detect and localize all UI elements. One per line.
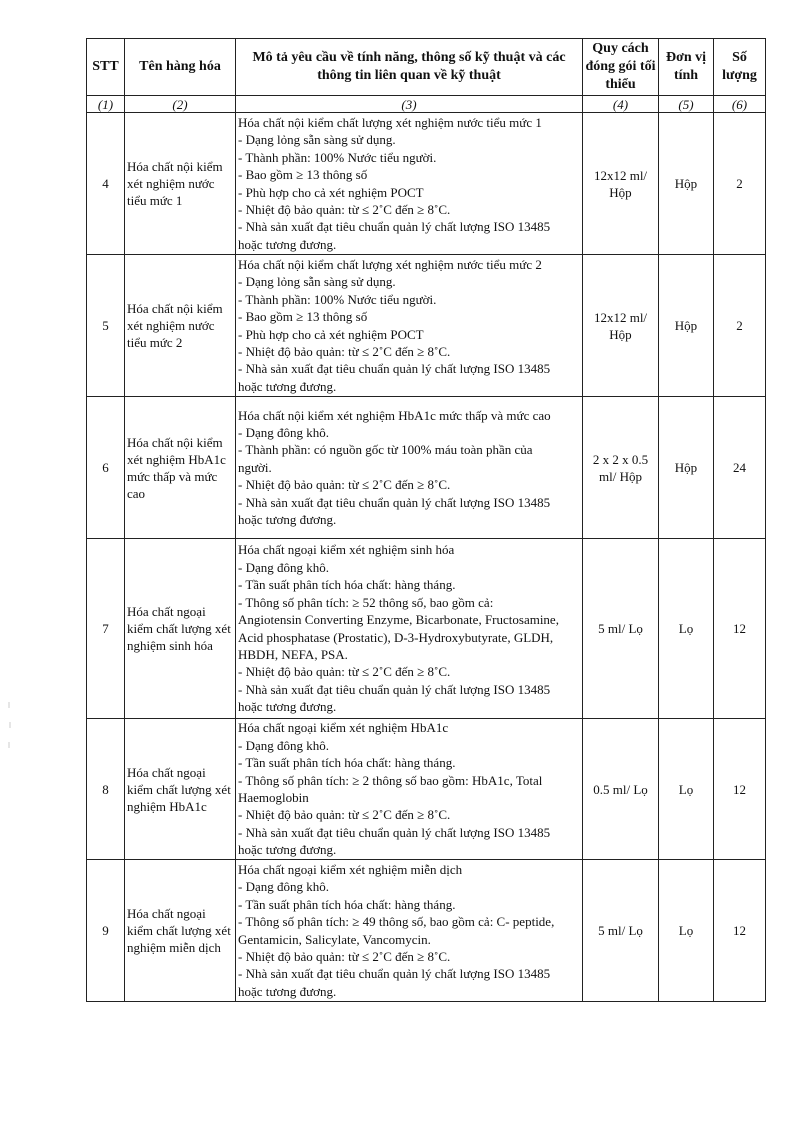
description-line: - Dạng đông khô. xyxy=(238,879,329,895)
header-stt: STT xyxy=(87,39,125,96)
row-unit: Lọ xyxy=(659,719,714,860)
description-line: - Dạng đông khô. xyxy=(238,737,329,753)
header-unit: Đơn vị tính xyxy=(659,39,714,96)
row-description xyxy=(236,860,583,1002)
description-line: - Thành phần: có nguồn gốc từ 100% máu toàn phần của xyxy=(238,442,533,458)
row-packaging: 12x12 ml/ Hộp xyxy=(583,255,659,397)
row-description xyxy=(236,397,583,539)
row-quantity: 2 xyxy=(714,113,766,255)
row-quantity: 12 xyxy=(714,719,766,860)
row-stt: 4 xyxy=(87,113,125,255)
row-packaging: 0.5 ml/ Lọ xyxy=(583,719,659,860)
header-desc: Mô tả yêu cầu về tính năng, thông số kỹ thuật và các thông tin liên quan về kỹ thuật xyxy=(236,39,583,96)
column-index: (2) xyxy=(125,96,236,113)
row-unit: Hộp xyxy=(659,255,714,397)
row-packaging: 12x12 ml/ Hộp xyxy=(583,113,659,255)
description-line: - Nhà sản xuất đạt tiêu chuẩn quản lý chất lượng ISO 13485 xyxy=(238,824,551,840)
description-line: Haemoglobin xyxy=(238,790,309,805)
column-index: (5) xyxy=(659,96,714,113)
row-unit: Hộp xyxy=(659,397,714,539)
row-description xyxy=(236,539,583,719)
description-line: Hóa chất ngoại kiểm xét nghiệm HbA1c xyxy=(238,720,449,736)
description-line: HBDH, NEFA, PSA. xyxy=(238,646,348,662)
row-stt: 8 xyxy=(87,719,125,860)
description-line: Hóa chất nội kiểm xét nghiệm HbA1c mức thấp và mức cao xyxy=(238,407,551,423)
description-line: - Nhiệt độ bảo quản: từ ≤ 2˚C đến ≥ 8˚C. xyxy=(238,201,451,217)
table-row xyxy=(87,397,766,539)
row-packaging: 5 ml/ Lọ xyxy=(583,860,659,1002)
description-line: Gentamicin, Salicylate, Vancomycin. xyxy=(238,931,431,947)
description-line: - Phù hợp cho cả xét nghiệm POCT xyxy=(238,184,424,200)
row-stt: 6 xyxy=(87,397,125,539)
description-line: - Nhiệt độ bảo quản: từ ≤ 2˚C đến ≥ 8˚C. xyxy=(238,807,451,823)
description-line: - Thông số phân tích: ≥ 49 thông số, bao gồm cả: C- peptide, xyxy=(238,914,555,930)
description-line: - Nhà sản xuất đạt tiêu chuẩn quản lý chất lượng ISO 13485 xyxy=(238,494,551,510)
description-line: - Tần suất phân tích hóa chất: hàng tháng. xyxy=(238,577,456,593)
description-line: - Nhà sản xuất đạt tiêu chuẩn quản lý chất lượng ISO 13485 xyxy=(238,361,551,377)
column-index: (1) xyxy=(87,96,125,113)
table-row xyxy=(87,860,766,1002)
row-product-name: Hóa chất ngoại kiểm chất lượng xét nghiệm sinh hóa xyxy=(125,539,236,719)
row-stt: 5 xyxy=(87,255,125,397)
description-line: Hóa chất nội kiểm chất lượng xét nghiệm nước tiểu mức 2 xyxy=(238,256,542,272)
description-line: người. xyxy=(238,459,272,475)
column-index: (6) xyxy=(714,96,766,113)
row-product-name: Hóa chất nội kiểm xét nghiệm nước tiểu mức 2 xyxy=(125,255,236,397)
header-name: Tên hàng hóa xyxy=(125,39,236,96)
description-line: - Nhà sản xuất đạt tiêu chuẩn quản lý chất lượng ISO 13485 xyxy=(238,681,551,697)
scan-artifact xyxy=(4,700,14,760)
column-index-row xyxy=(87,96,766,113)
description-line: - Nhà sản xuất đạt tiêu chuẩn quản lý chất lượng ISO 13485 xyxy=(238,219,551,235)
table-row xyxy=(87,113,766,255)
row-stt: 7 xyxy=(87,539,125,719)
description-line: Hóa chất ngoại kiểm xét nghiệm sinh hóa xyxy=(238,542,455,558)
row-product-name: Hóa chất ngoại kiểm chất lượng xét nghiệm miễn dịch xyxy=(125,860,236,1002)
description-line: - Dạng lỏng sẵn sàng sử dụng. xyxy=(238,132,396,148)
row-product-name: Hóa chất ngoại kiểm chất lượng xét nghiệm HbA1c xyxy=(125,719,236,860)
description-line: hoặc tương đương. xyxy=(238,236,337,252)
description-line: - Tần suất phân tích hóa chất: hàng tháng. xyxy=(238,896,456,912)
table-row xyxy=(87,255,766,397)
description-line: Acid phosphatase (Prostatic), D-3-Hydroxybutyrate, GLDH, xyxy=(238,629,554,645)
description-line: - Thành phần: 100% Nước tiểu người. xyxy=(238,149,437,165)
row-description xyxy=(236,255,583,397)
header-qty: Số lượng xyxy=(714,39,766,96)
description-line: - Nhiệt độ bảo quản: từ ≤ 2˚C đến ≥ 8˚C. xyxy=(238,664,451,680)
row-quantity: 24 xyxy=(714,397,766,539)
header-pack: Quy cách đóng gói tối thiểu xyxy=(583,39,659,96)
description-line: hoặc tương đương. xyxy=(238,699,337,715)
description-line: hoặc tương đương. xyxy=(238,983,337,999)
description-line: - Tần suất phân tích hóa chất: hàng tháng. xyxy=(238,755,456,771)
row-description xyxy=(236,113,583,255)
description-line: - Dạng đông khô. xyxy=(238,424,329,440)
description-line: - Phù hợp cho cả xét nghiệm POCT xyxy=(238,326,424,342)
row-packaging: 2 x 2 x 0.5 ml/ Hộp xyxy=(583,397,659,539)
row-unit: Lọ xyxy=(659,860,714,1002)
row-stt: 9 xyxy=(87,860,125,1002)
description-line: - Dạng lỏng sẵn sàng sử dụng. xyxy=(238,274,396,290)
description-line: - Dạng đông khô. xyxy=(238,559,329,575)
description-line: - Thành phần: 100% Nước tiểu người. xyxy=(238,291,437,307)
row-quantity: 12 xyxy=(714,860,766,1002)
column-index: (4) xyxy=(583,96,659,113)
row-packaging: 5 ml/ Lọ xyxy=(583,539,659,719)
description-line: - Bao gồm ≥ 13 thông số xyxy=(238,167,368,183)
description-line: - Thông số phân tích: ≥ 2 thông số bao gồm: HbA1c, Total xyxy=(238,772,543,788)
description-line: hoặc tương đương. xyxy=(238,512,337,528)
description-line: Angiotensin Converting Enzyme, Bicarbonate, Fructosamine, xyxy=(238,612,559,628)
row-quantity: 12 xyxy=(714,539,766,719)
description-line: hoặc tương đương. xyxy=(238,378,337,394)
row-product-name: Hóa chất nội kiểm xét nghiệm nước tiểu mức 1 xyxy=(125,113,236,255)
description-line: hoặc tương đương. xyxy=(238,842,337,858)
row-description xyxy=(236,719,583,860)
description-line: - Bao gồm ≥ 13 thông số xyxy=(238,309,368,325)
description-line: - Nhà sản xuất đạt tiêu chuẩn quản lý chất lượng ISO 13485 xyxy=(238,966,551,982)
description-line: - Thông số phân tích: ≥ 52 thông số, bao gồm cả: xyxy=(238,594,494,610)
row-product-name: Hóa chất nội kiểm xét nghiệm HbA1c mức thấp và mức cao xyxy=(125,397,236,539)
table-row xyxy=(87,719,766,860)
header-row xyxy=(87,39,766,96)
description-line: Hóa chất nội kiểm chất lượng xét nghiệm nước tiểu mức 1 xyxy=(238,114,542,130)
description-line: - Nhiệt độ bảo quản: từ ≤ 2˚C đến ≥ 8˚C. xyxy=(238,948,451,964)
specification-table xyxy=(86,38,766,1002)
row-unit: Hộp xyxy=(659,113,714,255)
column-index: (3) xyxy=(236,96,583,113)
description-line: Hóa chất ngoại kiểm xét nghiệm miễn dịch xyxy=(238,861,463,877)
description-line: - Nhiệt độ bảo quản: từ ≤ 2˚C đến ≥ 8˚C. xyxy=(238,343,451,359)
row-unit: Lọ xyxy=(659,539,714,719)
description-line: - Nhiệt độ bảo quản: từ ≤ 2˚C đến ≥ 8˚C. xyxy=(238,477,451,493)
table-row xyxy=(87,539,766,719)
row-quantity: 2 xyxy=(714,255,766,397)
